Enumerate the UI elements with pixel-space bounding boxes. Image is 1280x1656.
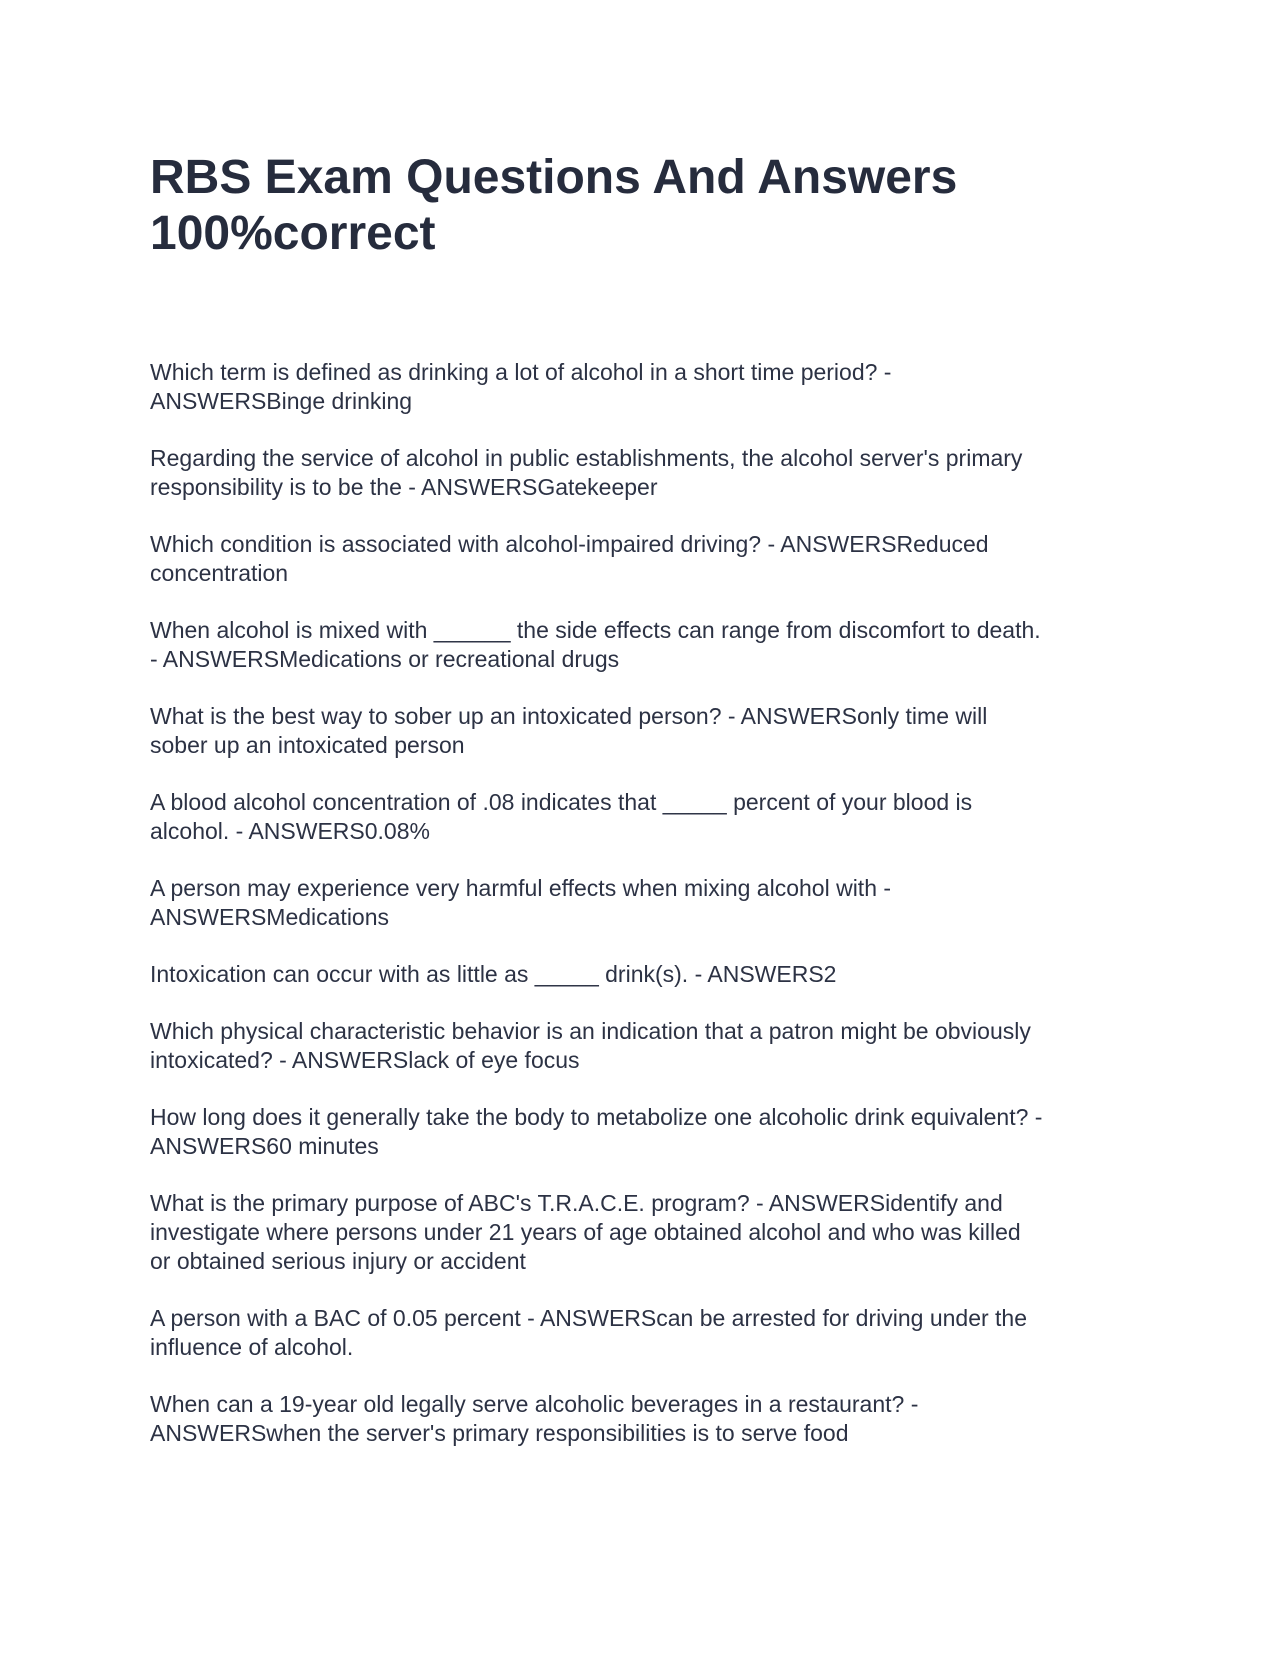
qa-item: A person with a BAC of 0.05 percent - ANSWERScan be arrested for driving under the influence of alcohol. [150, 1305, 1028, 1360]
qa-item: When can a 19-year old legally serve alcoholic beverages in a restaurant? - ANSWERSwhen the server's primary responsibilities is to serve food [150, 1391, 919, 1446]
qa-item: Which term is defined as drinking a lot of alcohol in a short time period? - ANSWERSBinge drinking [150, 359, 892, 414]
qa-list [150, 358, 1130, 1448]
qa-item: How long does it generally take the body to metabolize one alcoholic drink equivalent? - ANSWERS60 minutes [150, 1104, 1043, 1159]
qa-item: What is the primary purpose of ABC's T.R.A.C.E. program? - ANSWERSidentify and investigate where persons under 21 years of age obtained alcohol and who was killed or obtained serious injury or accident [150, 1190, 1021, 1274]
title-line-2: 100%correct [150, 207, 436, 260]
document-title [150, 150, 1130, 262]
qa-item: When alcohol is mixed with ______ the side effects can range from discomfort to death. - ANSWERSMedications or recreational drugs [150, 617, 1041, 672]
document-page [150, 150, 1130, 1476]
qa-item: Which physical characteristic behavior is an indication that a patron might be obviously intoxicated? - ANSWERSlack of eye focus [150, 1018, 1031, 1073]
qa-item: A blood alcohol concentration of .08 indicates that _____ percent of your blood is alcohol. - ANSWERS0.08% [150, 789, 973, 844]
qa-item: Regarding the service of alcohol in public establishments, the alcohol server's primary responsibility is to be the - ANSWERSGatekeeper [150, 445, 1023, 500]
qa-item: Which condition is associated with alcohol-impaired driving? - ANSWERSReduced concentration [150, 531, 989, 586]
qa-item: A person may experience very harmful effects when mixing alcohol with - ANSWERSMedications [150, 875, 892, 930]
qa-item: What is the best way to sober up an intoxicated person? - ANSWERSonly time will sober up an intoxicated person [150, 703, 988, 758]
title-line-1: RBS Exam Questions And Answers [150, 151, 958, 204]
qa-item: Intoxication can occur with as little as _____ drink(s). - ANSWERS2 [150, 961, 837, 987]
